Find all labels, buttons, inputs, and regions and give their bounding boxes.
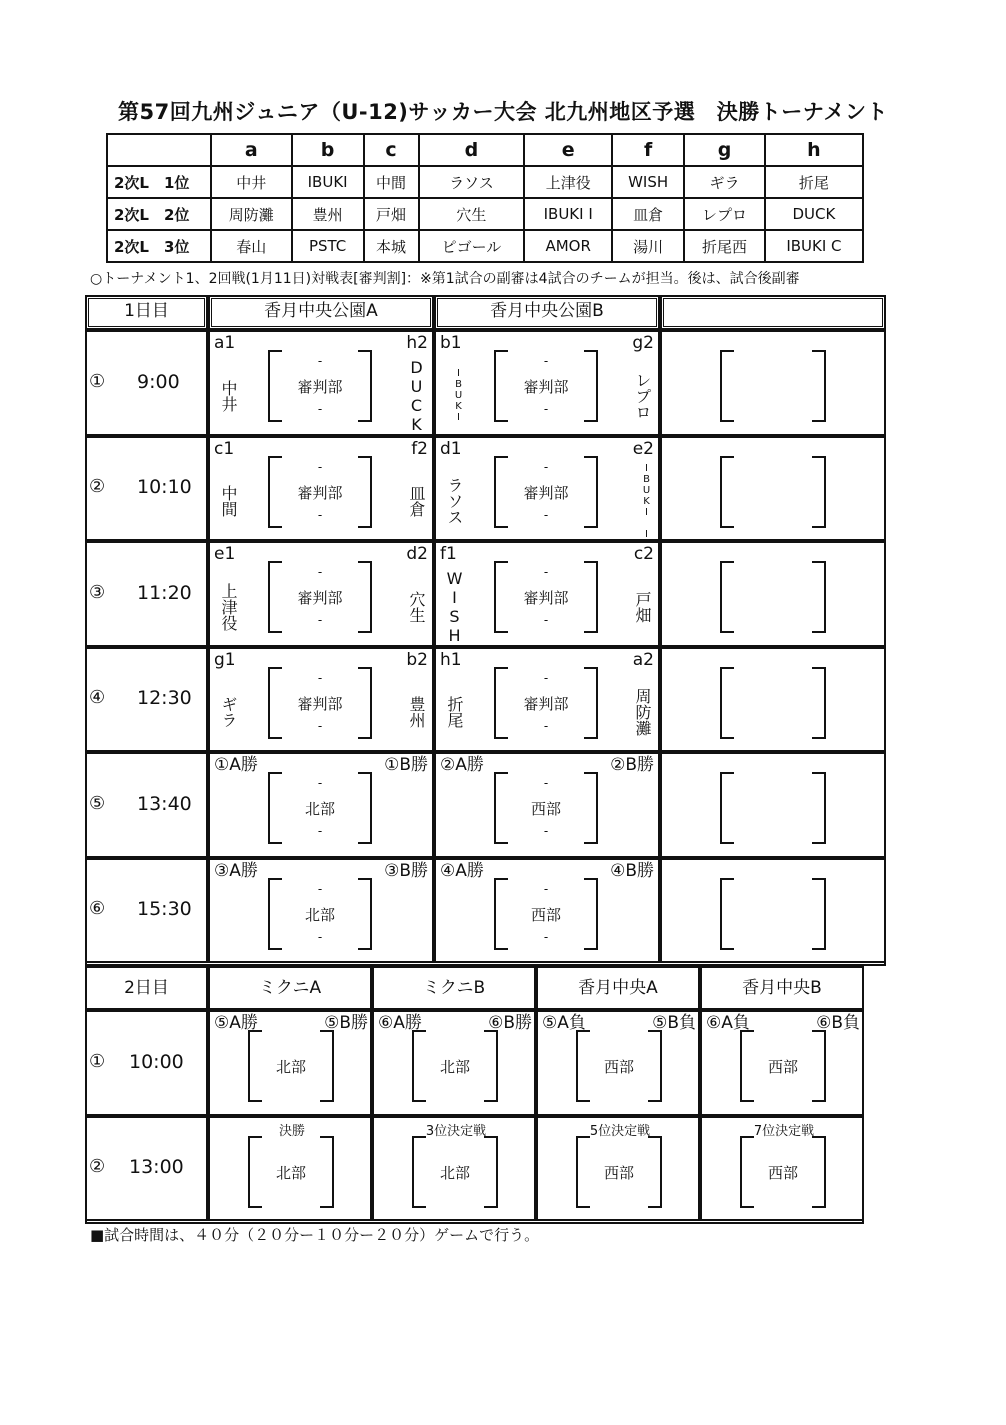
bracket-right: [812, 561, 826, 633]
referee-label: 西部: [603, 1163, 634, 1182]
group-cell: ギラ: [684, 166, 765, 198]
team-left: ラソス: [445, 477, 464, 526]
slot-number: ⑤: [89, 792, 106, 814]
score-dash: -: [543, 613, 549, 627]
bracket-right: [812, 456, 826, 528]
team-left: 折尾: [445, 696, 464, 729]
seed-top-right: a2: [632, 649, 654, 670]
kickoff-time: 11:20: [137, 581, 192, 604]
group-header-c: c: [364, 134, 419, 166]
match-caption: 決勝: [278, 1123, 305, 1139]
slot-number: ④: [89, 687, 106, 709]
group-cell: PSTC: [292, 230, 364, 262]
team-right: 戸畑: [633, 590, 652, 623]
match-caption: 3位決定戦: [425, 1123, 487, 1139]
seed-top-left: ⑥A勝: [378, 1013, 422, 1033]
group-header-row: [107, 134, 863, 166]
score-dash: -: [543, 718, 549, 733]
match-cell: [208, 541, 434, 647]
group-row-label: 2次L 3位: [107, 230, 211, 262]
referee-label: 西部: [530, 905, 561, 924]
match-cell-empty: [660, 541, 886, 647]
match-cell-empty: [660, 436, 886, 542]
group-row-3: [107, 230, 863, 262]
group-header-a: a: [211, 134, 292, 166]
seed-top-right: ②B勝: [610, 755, 654, 775]
team-right: 穴生: [407, 590, 426, 623]
referee-label: 審判部: [297, 694, 343, 713]
header-inner-border: [663, 298, 883, 327]
venue-kazuki-b-header: [700, 966, 864, 1010]
score-dash: -: [317, 718, 323, 733]
bracket-left: [720, 667, 734, 739]
slot-number: ①: [89, 1050, 106, 1072]
score-dash: -: [543, 670, 549, 685]
seed-top-left: f1: [440, 544, 457, 564]
schedule-note: ○トーナメント1、2回戦(1月11日)対戦表[審判割]：※第1試合の副審は4試合のチームが担当。後は、試合後副審: [90, 271, 800, 287]
seed-top-left: b1: [440, 333, 462, 353]
match-cell: [372, 1116, 536, 1222]
group-header-b: b: [292, 134, 364, 166]
match-cell: [208, 436, 434, 542]
kickoff-time: 10:00: [129, 1050, 184, 1073]
referee-label: 審判部: [297, 483, 343, 502]
seed-top-left: ①A勝: [214, 755, 258, 775]
bracket-right: [812, 772, 826, 844]
score-dash: -: [317, 881, 323, 896]
seed-top-left: d1: [440, 438, 462, 459]
score-dash: -: [317, 776, 323, 790]
page-title: 第57回九州ジュニア（U-12)サッカー大会 北九州地区予選 決勝トーナメント: [118, 100, 888, 124]
seed-top-right: ④B勝: [610, 860, 654, 881]
match-caption: 7位決定戦: [753, 1123, 815, 1139]
match-cell: [434, 752, 660, 858]
venue-mikuni-b-header: [372, 966, 536, 1010]
match-cell: [208, 647, 434, 753]
referee-label: 北部: [439, 1058, 470, 1076]
venue-mikuni-b-header-text: ミクニB: [422, 978, 486, 998]
group-cell: ラソス: [419, 166, 525, 198]
seed-top-right: ③B勝: [384, 860, 428, 881]
seed-top-left: a1: [214, 333, 236, 353]
group-cell: 湯川: [612, 230, 684, 262]
score-dash: -: [543, 402, 549, 416]
score-dash: -: [317, 929, 323, 944]
group-cell: WISH: [612, 166, 684, 198]
score-dash: -: [317, 402, 323, 416]
group-cell: IBUKI: [292, 166, 364, 198]
match-cell: [208, 1010, 372, 1116]
group-cell: DUCK: [765, 198, 863, 230]
bracket-right: [812, 350, 826, 422]
group-cell: 折尾: [765, 166, 863, 198]
group-row-label: 2次L 1位: [107, 166, 211, 198]
referee-label: 審判部: [523, 694, 569, 713]
time-cell: [85, 436, 208, 542]
team-right: 周防灘: [633, 688, 652, 737]
venue-c-header: [660, 295, 886, 330]
day1-label-text: 1日目: [124, 301, 169, 321]
match-caption: 5位決定戦: [589, 1123, 651, 1139]
score-dash: -: [543, 929, 549, 944]
venue-a-header: [208, 295, 434, 330]
match-cell: [208, 752, 434, 858]
referee-label: 審判部: [297, 589, 343, 607]
group-header-f: f: [612, 134, 684, 166]
score-dash: -: [317, 354, 323, 368]
score-dash: -: [543, 776, 549, 790]
seed-top-right: g2: [632, 333, 654, 353]
score-dash: -: [317, 565, 323, 579]
match-cell: [208, 330, 434, 436]
team-left: WISH: [445, 568, 464, 645]
venue-kazuki-b-header-text: 香月中央B: [742, 978, 822, 998]
score-dash: -: [543, 824, 549, 838]
group-cell: 豊州: [292, 198, 364, 230]
referee-label: 北部: [304, 905, 335, 924]
slot-number: ②: [89, 476, 106, 498]
venue-mikuni-a-header-text: ミクニA: [258, 978, 322, 998]
seed-top-right: d2: [406, 544, 428, 564]
group-header-h: h: [765, 134, 863, 166]
group-header-e: e: [524, 134, 612, 166]
seed-top-left: e1: [214, 544, 236, 564]
match-cell: [208, 858, 434, 964]
match-cell: [372, 1010, 536, 1116]
seed-top-left: ⑤A負: [542, 1013, 586, 1033]
kickoff-time: 13:00: [129, 1156, 184, 1179]
seed-top-left: c1: [214, 438, 235, 459]
referee-label: 北部: [304, 800, 335, 818]
slot-number: ②: [89, 1156, 106, 1178]
time-cell: [85, 541, 208, 647]
seed-top-left: ④A勝: [440, 860, 484, 881]
venue-mikuni-a-header: [208, 966, 372, 1010]
score-dash: -: [543, 507, 549, 522]
match-cell: [434, 647, 660, 753]
venue-kazuki-a-header-text: 香月中央A: [578, 978, 658, 998]
group-cell: AMOR: [524, 230, 612, 262]
seed-top-right: ⑥B負: [816, 1013, 860, 1033]
slot-number: ①: [89, 370, 106, 392]
seed-top-left: ③A勝: [214, 860, 258, 881]
seed-top-left: h1: [440, 649, 462, 670]
bracket-right: [812, 667, 826, 739]
kickoff-time: 13:40: [137, 792, 192, 815]
score-dash: -: [317, 670, 323, 685]
team-right: 豊州: [407, 696, 426, 729]
referee-label: 北部: [275, 1163, 306, 1182]
kickoff-time: 15:30: [137, 898, 192, 921]
group-header-d: d: [419, 134, 525, 166]
match-cell: [536, 1116, 700, 1222]
match-cell-empty: [660, 752, 886, 858]
team-right: IBUKI I: [641, 462, 652, 540]
seed-top-right: b2: [406, 649, 428, 670]
seed-top-left: ⑤A勝: [214, 1013, 258, 1033]
team-left: IBUKI: [453, 368, 464, 424]
time-cell: [85, 1010, 208, 1116]
group-cell: 中間: [364, 166, 419, 198]
referee-label: 西部: [767, 1058, 798, 1076]
referee-label: 審判部: [523, 483, 569, 502]
referee-label: 西部: [603, 1058, 634, 1076]
team-left: 中間: [219, 485, 238, 518]
seed-top-right: ⑥B勝: [488, 1013, 532, 1033]
match-cell: [434, 858, 660, 964]
score-dash: -: [317, 507, 323, 522]
referee-label: 審判部: [523, 378, 569, 396]
team-right: レプロ: [633, 371, 652, 420]
bracket-right: [812, 878, 826, 950]
referee-label: 西部: [767, 1163, 798, 1182]
match-time-note: ■試合時間は、４０分（２０分ー１０分ー２０分）ゲームで行う。: [90, 1226, 540, 1244]
bracket-left: [720, 561, 734, 633]
group-cell: レプロ: [684, 198, 765, 230]
group-header-g: g: [684, 134, 765, 166]
score-dash: -: [317, 613, 323, 627]
seed-top-right: c2: [633, 544, 654, 564]
venue-a-header-text: 香月中央公園A: [264, 301, 378, 321]
score-dash: -: [543, 881, 549, 896]
slot-number: ③: [89, 581, 106, 603]
group-cell: 折尾西: [684, 230, 765, 262]
score-dash: -: [317, 459, 323, 474]
kickoff-time: 10:10: [137, 476, 192, 499]
score-dash: -: [543, 565, 549, 579]
bracket-left: [720, 772, 734, 844]
kickoff-time: 9:00: [137, 370, 180, 393]
time-cell: [85, 858, 208, 964]
seed-top-right: e2: [632, 438, 654, 459]
team-left: 上津役: [219, 582, 238, 631]
seed-top-right: ①B勝: [384, 755, 428, 775]
venue-b-header-text: 香月中央公園B: [490, 301, 604, 321]
seed-top-left: ⑥A負: [706, 1013, 750, 1033]
kickoff-time: 12:30: [137, 687, 192, 710]
seed-top-right: ⑤B勝: [324, 1013, 368, 1033]
group-row-label: 2次L 2位: [107, 198, 211, 230]
group-header-blank: [107, 134, 211, 166]
venue-kazuki-a-header: [536, 966, 700, 1010]
seed-top-left: g1: [214, 649, 236, 670]
slot-number: ⑥: [89, 898, 106, 920]
score-dash: -: [543, 354, 549, 368]
seed-top-right: h2: [406, 333, 428, 353]
group-cell: IBUKI C: [765, 230, 863, 262]
match-cell-empty: [660, 330, 886, 436]
match-cell: [536, 1010, 700, 1116]
group-table: [106, 133, 864, 263]
group-cell: ピゴール: [419, 230, 525, 262]
time-cell: [85, 330, 208, 436]
day2-label: [85, 966, 208, 1010]
time-cell: [85, 1116, 208, 1222]
team-left: 中井: [219, 379, 238, 412]
seed-top-right: f2: [411, 438, 428, 459]
group-cell: 春山: [211, 230, 292, 262]
group-cell: 上津役: [524, 166, 612, 198]
seed-top-right: ⑤B負: [652, 1013, 696, 1033]
day2-label-text: 2日目: [124, 978, 169, 998]
bracket-left: [720, 878, 734, 950]
team-right: 皿倉: [407, 485, 426, 518]
referee-label: 審判部: [523, 589, 569, 607]
time-cell: [85, 647, 208, 753]
group-row-1: [107, 166, 863, 198]
match-cell: [434, 541, 660, 647]
match-cell-empty: [660, 858, 886, 964]
team-left: ギラ: [219, 696, 238, 729]
group-cell: 穴生: [419, 198, 525, 230]
match-cell: [208, 1116, 372, 1222]
group-cell: 皿倉: [612, 198, 684, 230]
score-dash: -: [317, 824, 323, 838]
referee-label: 北部: [439, 1163, 470, 1182]
group-cell: 戸畑: [364, 198, 419, 230]
team-right: DUCK: [407, 357, 426, 434]
group-cell: IBUKI I: [524, 198, 612, 230]
match-cell: [434, 436, 660, 542]
match-cell: [434, 330, 660, 436]
match-cell: [700, 1116, 864, 1222]
seed-top-left: ②A勝: [440, 755, 484, 775]
bracket-left: [720, 456, 734, 528]
score-dash: -: [543, 459, 549, 474]
referee-label: 審判部: [297, 378, 343, 396]
group-cell: 中井: [211, 166, 292, 198]
group-row-2: [107, 198, 863, 230]
group-cell: 本城: [364, 230, 419, 262]
time-cell: [85, 752, 208, 858]
referee-label: 北部: [275, 1058, 306, 1076]
match-cell: [700, 1010, 864, 1116]
match-cell-empty: [660, 647, 886, 753]
group-cell: 周防灘: [211, 198, 292, 230]
day1-label: [85, 295, 208, 330]
venue-b-header: [434, 295, 660, 330]
bracket-left: [720, 350, 734, 422]
referee-label: 西部: [530, 800, 561, 818]
